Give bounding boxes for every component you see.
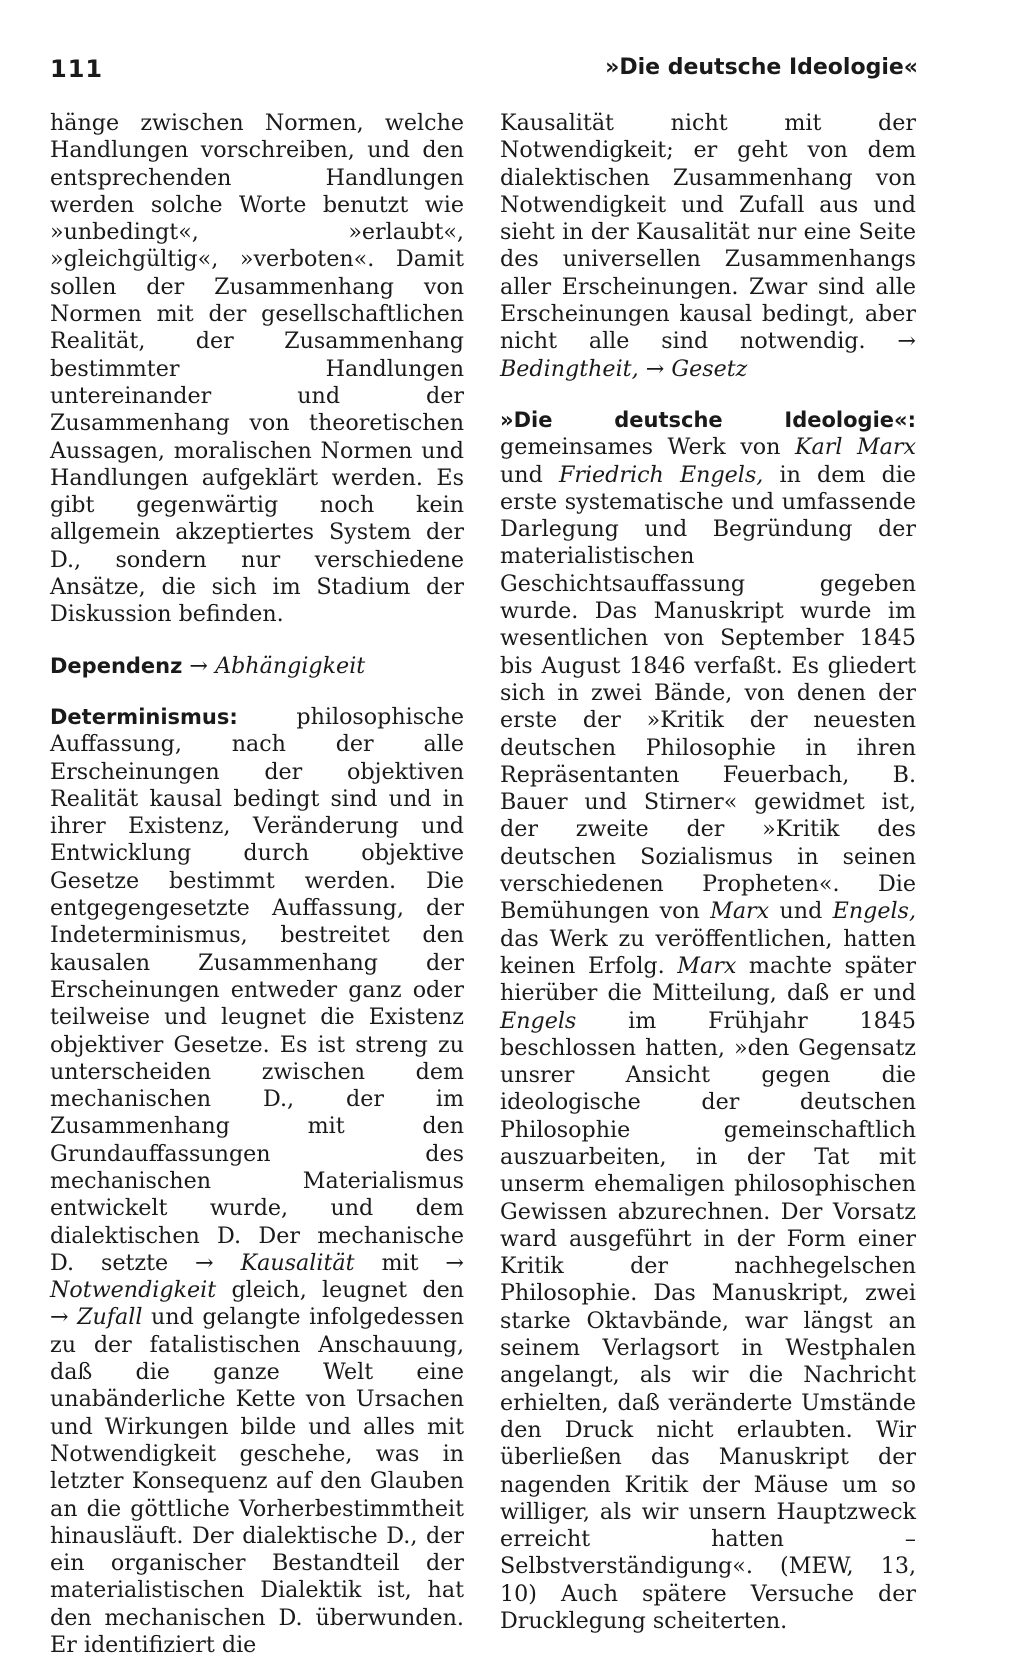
- entry-text: philosophische Auffassung, nach der alle Erscheinungen der objektiven Realität kausal bedingt sind und in ihrer Existenz, Veränderung und Entwicklung durch objektive Gesetze bestimmt werden. Die entgegengesetzte Auffassung, der Indeterminismus, bestreitet den kausalen Zusammenhang der Erscheinungen entweder ganz oder teilweise und leugnet die Existenz objektiver Gesetze. Es ist streng zu unterscheiden zwischen dem mechanischen D., der im Zusammenhang mit den Grundauffassungen des mechanischen Materialismus entwickelt wurde, und dem dialektischen D. Der mechanische D. setzte: [50, 703, 464, 1276]
- cross-reference-arrow: →: [195, 1249, 214, 1276]
- cross-reference: Notwendigkeit: [50, 1277, 217, 1304]
- cross-reference-arrow: →: [897, 328, 916, 355]
- person-name: Engels: [500, 1007, 577, 1034]
- person-name: Engels,: [832, 898, 916, 925]
- person-name: Marx: [710, 898, 770, 925]
- entry-lemma: Determinismus:: [50, 704, 238, 729]
- continuation-paragraph: [500, 110, 916, 383]
- entry-text: und gelangte infolgedessen zu der fatalistischen Anschauung, daß die ganze Welt eine unabänderliche Kette von Ursachen und Wirkungen bilde und alles mit Notwendigkeit geschehe, was in letzter Konsequenz auf den Glauben an die göttliche Vorherbestimmtheit hinausläuft. Der dialektische D., der ein organischer Bestandteil der materialistischen Dialektik ist, hat den mechanischen D. überwunden. Er identifiziert die: [50, 1304, 464, 1659]
- continuation-paragraph: hänge zwischen Normen, welche Handlungen vorschreiben, und den entsprechenden Handlungen werden solche Worte benutzt wie »unbedingt«, »erlaubt«, »gleichgültig«, »verboten«. Damit sollen der Zusammenhang von Normen mit der gesellschaftlichen Realität, der Zusammenhang bestimmter Handlungen untereinander und der Zusammenhang von theoretischen Aussagen, moralischen Normen und Handlungen aufgeklärt werden. Es gibt gegenwärtig noch kein allgemein akzeptiertes System der D., sondern nur verschiedene Ansätze, die sich im Stadium der Diskussion befinden.: [50, 110, 464, 628]
- person-name: Karl Marx: [794, 434, 917, 461]
- entry-text: gemeinsames Werk von: [500, 434, 795, 461]
- cross-reference-arrow: →: [50, 1304, 69, 1331]
- cross-reference: Bedingtheit,: [500, 355, 639, 382]
- running-head: »Die deutsche Ideologie«: [605, 55, 918, 80]
- person-name: Friedrich Engels,: [558, 461, 764, 488]
- entry-text: gleich, leugnet den: [216, 1277, 464, 1304]
- entry-text: und: [769, 898, 833, 925]
- page-header: [50, 55, 918, 95]
- cross-reference-arrow: →: [645, 355, 665, 382]
- entry-dependenz: [50, 653, 464, 680]
- entry-determinismus: [50, 704, 464, 1659]
- cross-reference: Abhängigkeit: [215, 652, 366, 679]
- left-column: [50, 110, 464, 1659]
- page-number: 111: [50, 55, 104, 83]
- entry-text: in dem die erste systematische und umfassende Darlegung und Begründung der materialistischen Geschichtsauffassung gegeben wurde. Das Manuskript wurde im wesentlichen von September 1845 bis August 1846 verfaßt. Es gliedert sich in zwei Bände, von denen der erste der »Kritik der neuesten deutschen Philosophie in ihren Repräsentanten Feuerbach, B. Bauer und Stirner« gewidmet ist, der zweite der »Kritik des deutschen Sozialismus in seinen verschiedenen Propheten«. Die Bemühungen von: [500, 461, 916, 925]
- right-column: [500, 110, 916, 1635]
- person-name: Marx: [677, 952, 737, 979]
- cross-reference: Kausalität: [240, 1249, 355, 1276]
- cross-reference-arrow: →: [445, 1249, 464, 1276]
- entry-lemma: »Die deutsche Ideologie«:: [500, 407, 916, 432]
- cross-reference-arrow: →: [189, 652, 209, 679]
- entry-text: machte später hierüber die Mitteilung, daß er und: [500, 952, 916, 1007]
- entry-text: das Werk zu veröffentlichen, hatten keinen Erfolg.: [500, 925, 916, 979]
- cross-reference: Gesetz: [671, 355, 748, 382]
- entry-text: im Frühjahr 1845 beschlossen hatten, »den Gegensatz unsrer Ansicht gegen die ideologische der deutschen Philosophie gemeinschaftlich auszuarbeiten, in der Tat mit unserm ehemaligen philosophischen Gewissen abzurechnen. Der Vorsatz ward ausgeführt in der Form einer Kritik der nachhegelschen Philosophie. Das Manuskript, zwei starke Oktavbände, war längst an seinem Verlagsort in Westphalen angelangt, als wir die Nachricht erhielten, daß veränderte Umstände den Druck nicht erlaubten. Wir überließen das Manuskript der nagenden Kritik der Mäuse um so williger, als wir unsern Hauptzweck erreicht hatten – Selbstverständigung«. (MEW, 13, 10) Auch spätere Versuche der Drucklegung scheiterten.: [500, 1007, 916, 1635]
- cross-reference: Zufall: [77, 1304, 143, 1331]
- entry-text: Kausalität nicht mit der Notwendigkeit; er geht von dem dialektischen Zusammenhang von Notwendigkeit und Zufall aus und sieht in der Kausalität nur eine Seite des universellen Zusammenhangs aller Erscheinungen. Zwar sind alle Erscheinungen kausal bedingt, aber nicht alle sind notwendig.: [500, 110, 916, 355]
- entry-text: und: [500, 461, 559, 488]
- entry-text: mit: [354, 1249, 446, 1276]
- entry-deutsche-ideologie: [500, 407, 916, 1635]
- entry-lemma: Dependenz: [50, 653, 183, 678]
